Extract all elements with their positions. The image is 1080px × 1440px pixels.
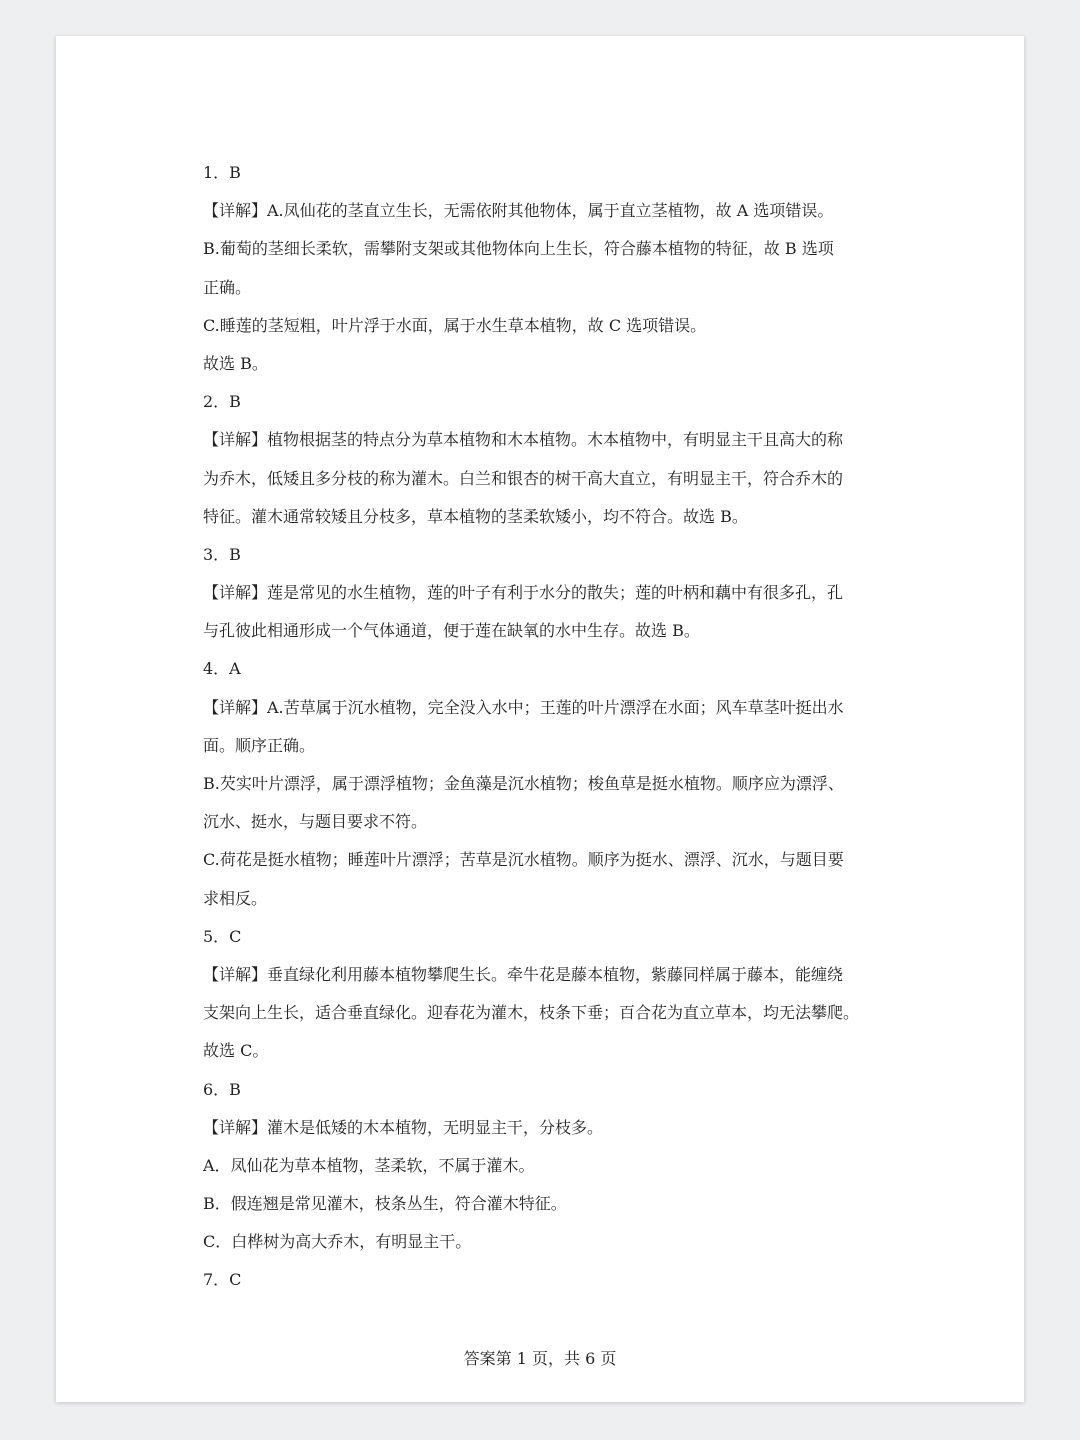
answer-content (203, 154, 903, 1300)
text-line: B．假连翘是常见灌木，枝条丛生，符合灌木特征。 (203, 1194, 567, 1214)
text-line: 沉水、挺水，与题目要求不符。 (203, 812, 428, 832)
text-line: 面。顺序正确。 (203, 735, 316, 755)
text-line: 正确。 (203, 277, 252, 297)
text-line: 1．B (203, 163, 241, 182)
text-line: 与孔彼此相通形成一个气体通道，便于莲在缺氧的水中生存。故选 B。 (203, 621, 700, 641)
text-line: 【详解】莲是常见的水生植物，莲的叶子有利于水分的散失；莲的叶柄和藕中有很多孔，孔 (203, 583, 844, 603)
text-line: B.葡萄的茎细长柔软，需攀附支架或其他物体向上生长，符合藤本植物的特征，故 B 选项 (203, 239, 834, 259)
text-line: 【详解】垂直绿化利用藤本植物攀爬生长。牵牛花是藤本植物，紫藤同样属于藤本，能缠绕 (203, 964, 844, 984)
text-line: A．凤仙花为草本植物，茎柔软，不属于灌木。 (203, 1155, 535, 1175)
text-line: 故选 B。 (203, 353, 268, 373)
text-line: 【详解】灌木是低矮的木本植物，无明显主干，分枝多。 (203, 1117, 604, 1137)
text-line: 支架向上生长，适合垂直绿化。迎春花为灌木，枝条下垂；百合花为直立草本，均无法攀爬。 (203, 1003, 860, 1023)
page-footer: 答案第 1 页，共 6 页 (463, 1349, 617, 1368)
text-line: 故选 C。 (203, 1041, 269, 1061)
text-line: C.荷花是挺水植物；睡莲叶片漂浮；苦草是沉水植物。顺序为挺水、漂浮、沉水，与题目要 (203, 850, 844, 870)
document-page (56, 36, 1024, 1402)
text-line: C.睡莲的茎短粗，叶片浮于水面，属于水生草本植物，故 C 选项错误。 (203, 315, 707, 335)
text-line: 【详解】A.凤仙花的茎直立生长，无需依附其他物体，属于直立茎植物，故 A 选项错误。 (203, 201, 834, 221)
text-line: C．白桦树为高大乔木，有明显主干。 (203, 1232, 472, 1252)
text-line: B.芡实叶片漂浮，属于漂浮植物；金鱼藻是沉水植物；梭鱼草是挺水植物。顺序应为漂浮、 (203, 774, 844, 793)
text-line: 6．B (203, 1079, 241, 1099)
text-line: 为乔木，低矮且多分枝的称为灌木。白兰和银杏的树干高大直立，有明显主干，符合乔木的 (203, 468, 844, 488)
text-line: 4．A (203, 659, 241, 679)
text-line: 5．C (203, 926, 242, 946)
text-line: 2．B (203, 392, 241, 412)
text-line: 【详解】植物根据茎的特点分为草本植物和木本植物。木本植物中，有明显主干且高大的称 (203, 430, 844, 450)
text-line: 特征。灌木通常较矮且分枝多，草本植物的茎柔软矮小，均不符合。故选 B。 (203, 506, 748, 526)
text-line: 求相反。 (203, 888, 268, 908)
text-line: 7．C (203, 1270, 242, 1290)
text-line: 3．B (203, 544, 241, 564)
text-line: 【详解】A.苦草属于沉水植物，完全没入水中；王莲的叶片漂浮在水面；风车草茎叶挺出水 (203, 697, 844, 717)
